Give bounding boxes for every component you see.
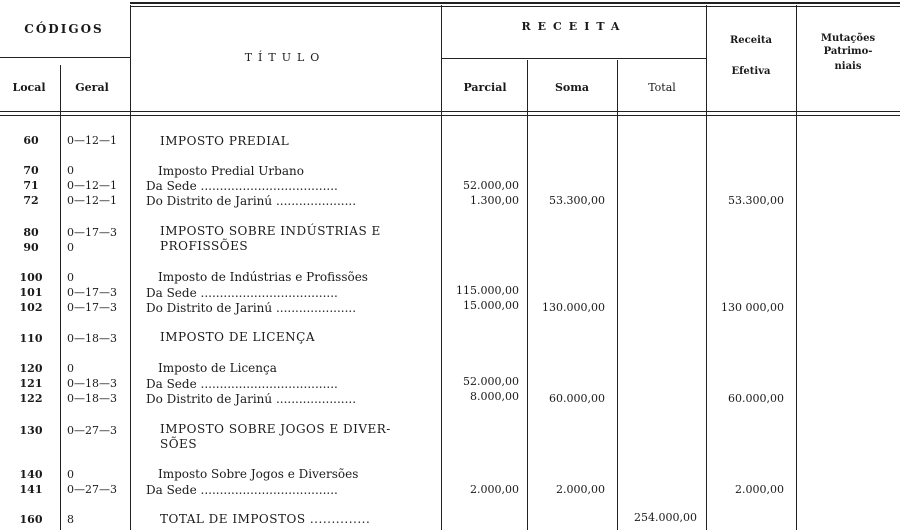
col-divider-efetiva <box>796 5 797 530</box>
header-local: Local <box>12 81 46 94</box>
col-divider-parcial <box>527 60 528 530</box>
geral-code: 0—27—3 <box>67 424 117 437</box>
local-code: 71 <box>23 179 39 192</box>
soma-value: 2.000,00 <box>556 483 605 496</box>
geral-code: 0 <box>67 164 74 177</box>
row-title: Imposto de Indústrias e Profissões <box>158 270 368 284</box>
header-receita-efetiva-1: Receita <box>729 35 773 46</box>
header-mutacoes-3: niais <box>834 61 862 72</box>
row-title: Imposto Predial Urbano <box>158 164 304 178</box>
local-code: 70 <box>23 164 39 177</box>
row-title: SÕES <box>160 437 198 451</box>
row-title: Da Sede .................................... <box>146 179 338 193</box>
parcial-value: 52.000,00 <box>463 375 519 388</box>
header-parcial: Parcial <box>463 81 507 94</box>
row-title: PROFISSÕES <box>160 239 249 253</box>
local-code: 102 <box>19 301 43 314</box>
col-divider-total <box>706 5 707 530</box>
geral-code: 0—12—1 <box>67 194 117 207</box>
row-title: TOTAL DE IMPOSTOS .............. <box>160 512 371 526</box>
row-title: IMPOSTO SOBRE JOGOS E DIVER- <box>160 422 391 436</box>
row-title: IMPOSTO SOBRE INDÚSTRIAS E <box>160 224 381 238</box>
local-code: 72 <box>23 194 39 207</box>
local-code: 60 <box>23 134 39 147</box>
header-codigos: CÓDIGOS <box>24 22 104 36</box>
header-geral: Geral <box>75 81 109 94</box>
col-divider-local <box>60 65 61 530</box>
geral-code: 0 <box>67 362 74 375</box>
local-code: 121 <box>19 377 43 390</box>
geral-code: 0—17—3 <box>67 226 117 239</box>
efetiva-value: 130 000,00 <box>721 301 784 314</box>
geral-code: 0 <box>67 241 74 254</box>
local-code: 110 <box>19 332 43 345</box>
geral-code: 0—18—3 <box>67 332 117 345</box>
local-code: 80 <box>23 226 39 239</box>
parcial-value: 52.000,00 <box>463 179 519 192</box>
parcial-value: 8.000,00 <box>470 390 519 403</box>
soma-value: 130.000,00 <box>542 301 605 314</box>
row-title: Da Sede .................................... <box>146 286 338 300</box>
soma-value: 53.300,00 <box>549 194 605 207</box>
header-receita: RECEITA <box>521 20 627 33</box>
row-title: Imposto Sobre Jogos e Diversões <box>158 467 359 481</box>
total-value: 254.000,00 <box>634 511 697 524</box>
top-border <box>130 2 900 4</box>
parcial-value: 115.000,00 <box>456 284 519 297</box>
row-title: Imposto de Licença <box>158 361 277 375</box>
row-title: Do Distrito de Jarinú ..................... <box>146 301 357 315</box>
header-titulo: TÍTULO <box>244 51 326 64</box>
efetiva-value: 2.000,00 <box>735 483 784 496</box>
geral-code: 0—12—1 <box>67 179 117 192</box>
top-border-2 <box>130 6 900 7</box>
efetiva-value: 53.300,00 <box>728 194 784 207</box>
row-title: Do Distrito de Jarinú ..................... <box>146 194 357 208</box>
geral-code: 0—17—3 <box>67 286 117 299</box>
local-code: 101 <box>19 286 43 299</box>
parcial-value: 15.000,00 <box>463 299 519 312</box>
header-soma: Soma <box>554 81 590 94</box>
geral-code: 8 <box>67 513 74 526</box>
local-code: 140 <box>19 468 43 481</box>
local-code: 122 <box>19 392 43 405</box>
row-title: IMPOSTO PREDIAL <box>160 134 290 148</box>
header-mutacoes-1: Mutações <box>820 33 876 44</box>
soma-value: 60.000,00 <box>549 392 605 405</box>
codigos-underline <box>0 57 130 58</box>
local-code: 90 <box>23 241 39 254</box>
col-divider-titulo <box>441 5 442 530</box>
header-double-line-2 <box>0 115 900 116</box>
geral-code: 0—18—3 <box>67 377 117 390</box>
local-code: 120 <box>19 362 43 375</box>
col-divider-soma <box>617 60 618 530</box>
local-code: 100 <box>19 271 43 284</box>
local-code: 130 <box>19 424 43 437</box>
header-receita-efetiva-2: Efetiva <box>731 66 771 77</box>
geral-code: 0 <box>67 468 74 481</box>
header-total: Total <box>648 81 676 94</box>
geral-code: 0—12—1 <box>67 134 117 147</box>
row-title: Da Sede .................................... <box>146 483 338 497</box>
row-title: Da Sede .................................... <box>146 377 338 391</box>
efetiva-value: 60.000,00 <box>728 392 784 405</box>
parcial-value: 2.000,00 <box>470 483 519 496</box>
header-double-line-1 <box>0 111 900 112</box>
geral-code: 0 <box>67 271 74 284</box>
row-title: Do Distrito de Jarinú ..................... <box>146 392 357 406</box>
parcial-value: 1.300,00 <box>470 194 519 207</box>
receita-underline <box>442 58 706 59</box>
geral-code: 0—27—3 <box>67 483 117 496</box>
local-code: 141 <box>19 483 43 496</box>
header-mutacoes-2: Patrimo- <box>823 46 873 57</box>
local-code: 160 <box>19 513 43 526</box>
geral-code: 0—17—3 <box>67 301 117 314</box>
geral-code: 0—18—3 <box>67 392 117 405</box>
col-divider-codigos <box>130 5 131 530</box>
row-title: IMPOSTO DE LICENÇA <box>160 330 316 344</box>
